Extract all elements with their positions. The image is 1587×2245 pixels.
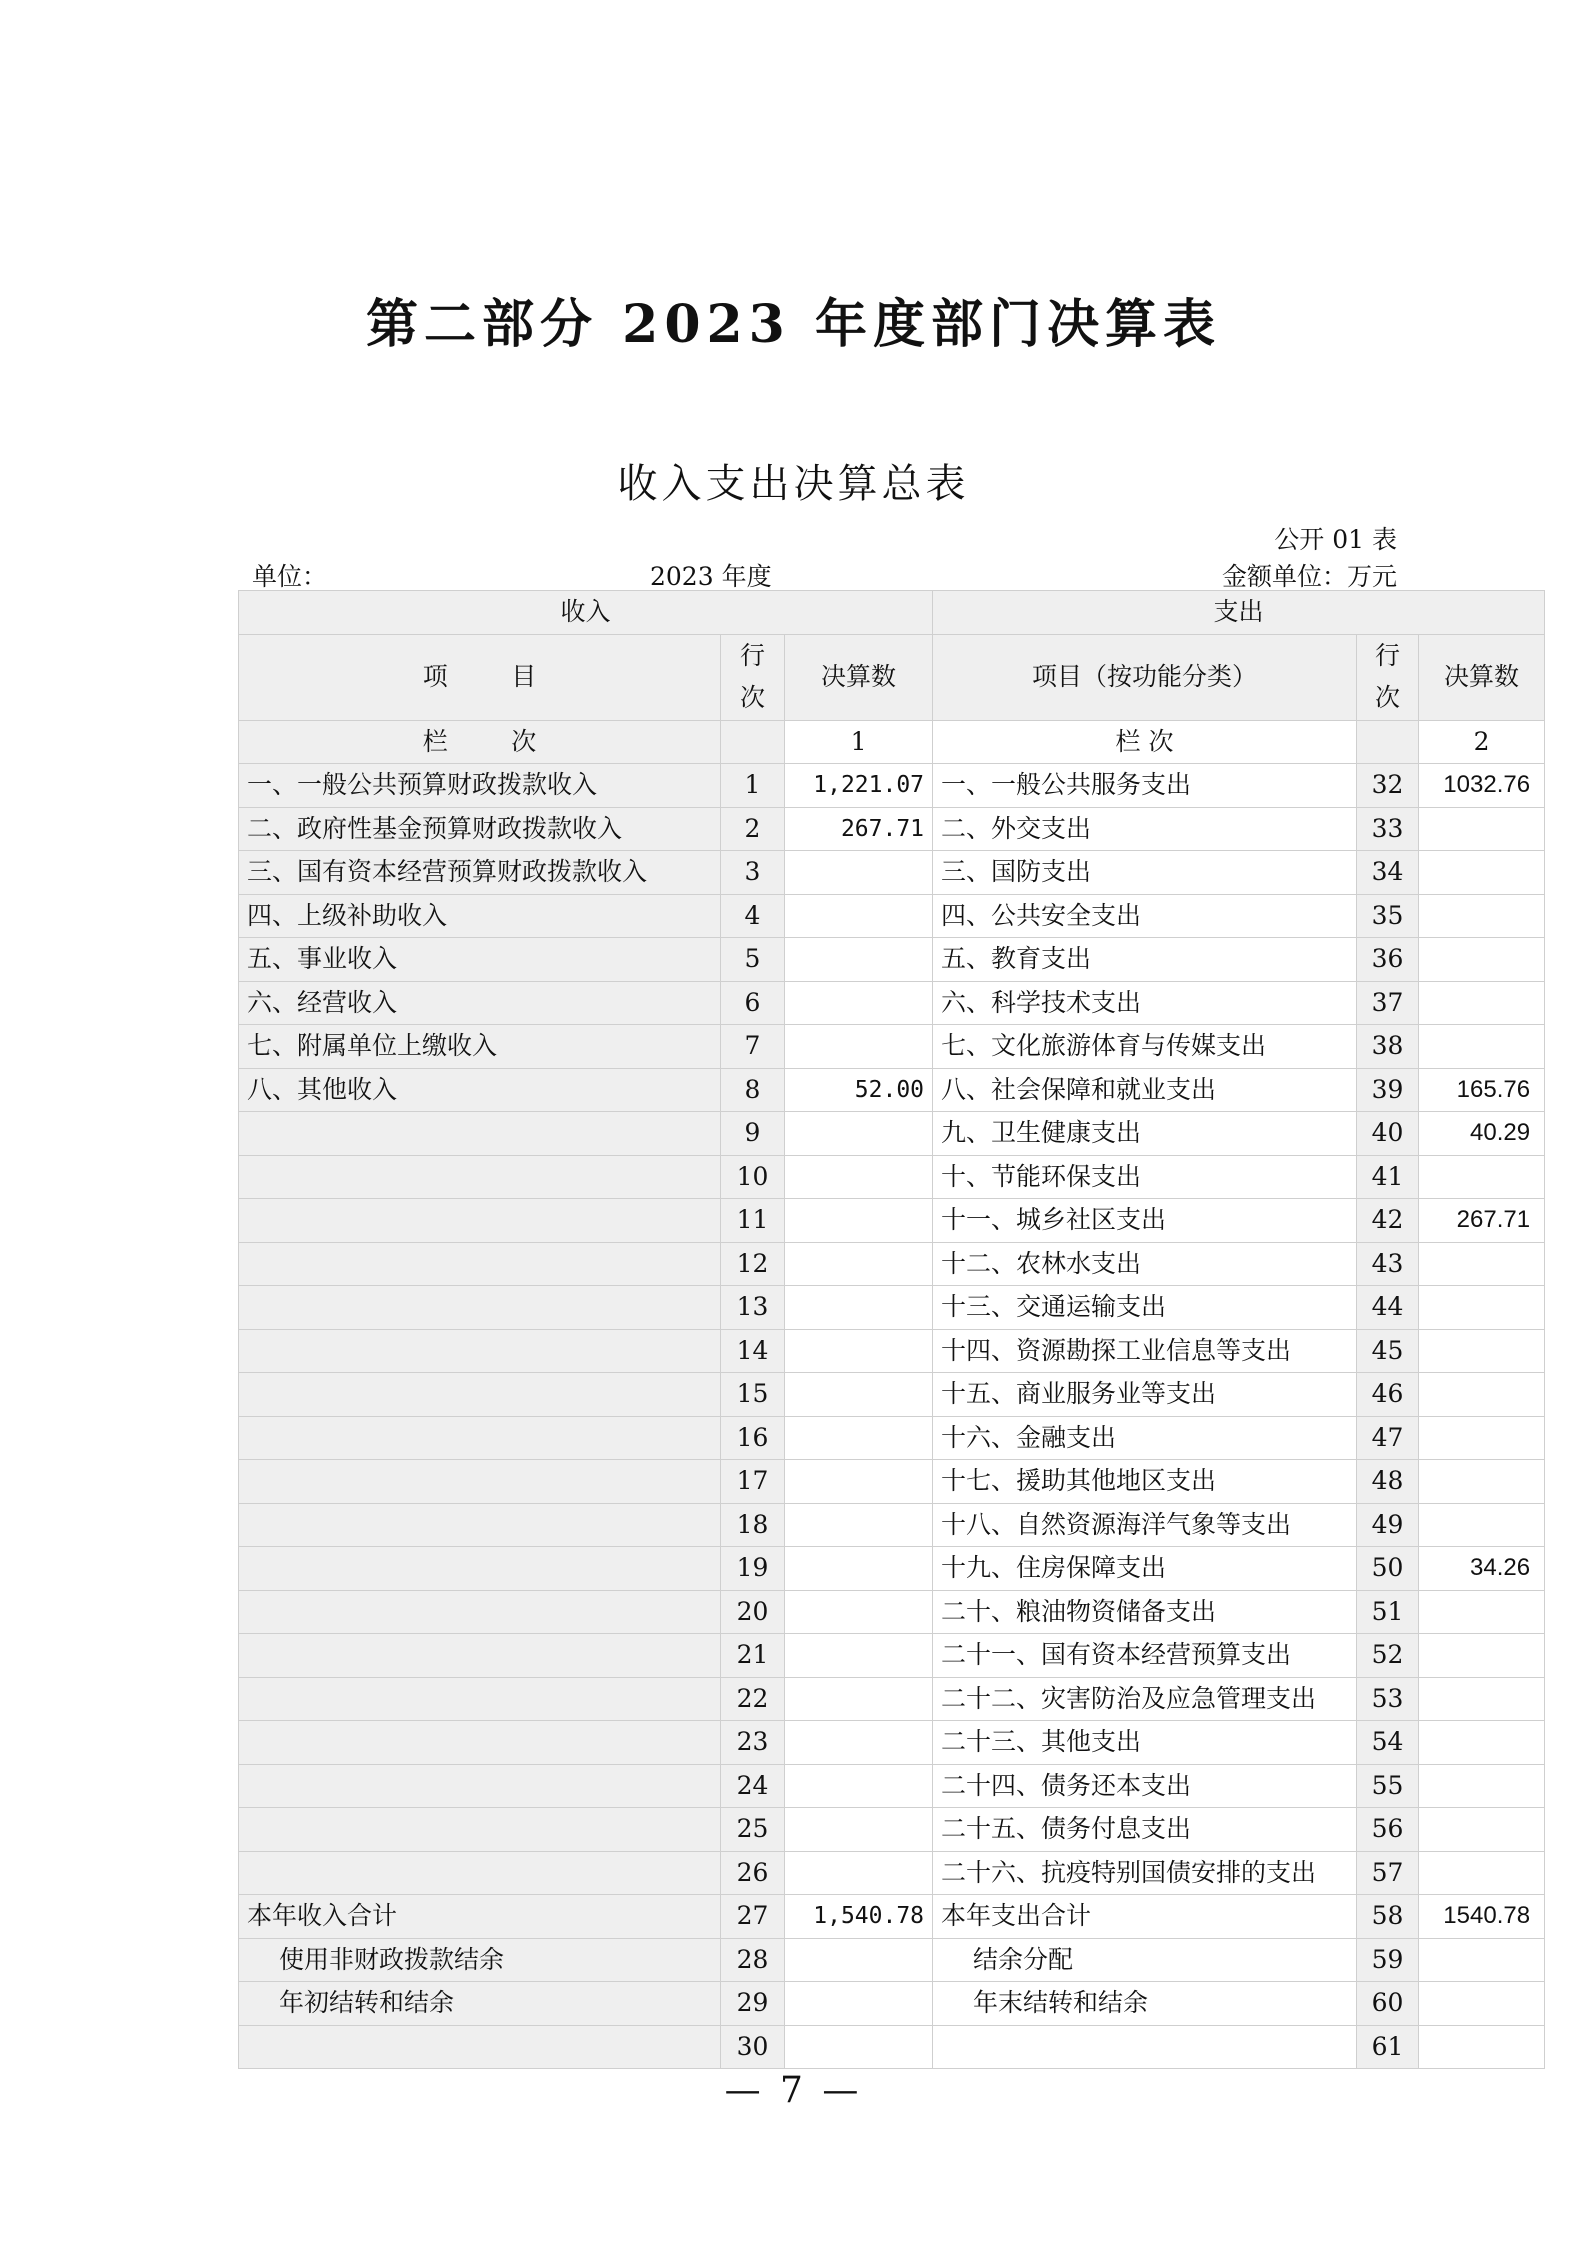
table-row — [239, 1895, 1545, 1939]
expense-amount-cell — [1419, 1025, 1545, 1069]
expense-line-cell: 32 — [1357, 764, 1419, 808]
expense-line-cell: 50 — [1357, 1547, 1419, 1591]
expense-line-cell: 55 — [1357, 1764, 1419, 1808]
fiscal-year: 2023 年度 — [650, 562, 772, 591]
income-section-header: 收入 — [239, 591, 933, 635]
income-line-cell: 5 — [721, 938, 785, 982]
income-item-cell — [239, 1721, 721, 1765]
expense-amount-cell — [1419, 1851, 1545, 1895]
part-title: 第二部分 2023 年度部门决算表 — [366, 294, 1221, 355]
expense-amount-cell: 165.76 — [1419, 1068, 1545, 1112]
income-line-cell: 4 — [721, 894, 785, 938]
income-line-cell: 23 — [721, 1721, 785, 1765]
expense-item-cell: 二十四、债务还本支出 — [933, 1764, 1357, 1808]
income-line-cell: 25 — [721, 1808, 785, 1852]
table-row — [239, 1155, 1545, 1199]
expense-item-cell: 二十三、其他支出 — [933, 1721, 1357, 1765]
income-line-cell: 3 — [721, 851, 785, 895]
income-amount-cell — [785, 1677, 933, 1721]
expense-item-cell: 十二、农林水支出 — [933, 1242, 1357, 1286]
income-amount-cell — [785, 1982, 933, 2026]
expense-item-cell: 十一、城乡社区支出 — [933, 1199, 1357, 1243]
expense-item-cell: 十、节能环保支出 — [933, 1155, 1357, 1199]
expense-amount-header: 决算数 — [1419, 634, 1545, 720]
income-line-cell: 29 — [721, 1982, 785, 2026]
table-row — [239, 1721, 1545, 1765]
expense-item-cell: 十八、自然资源海洋气象等支出 — [933, 1503, 1357, 1547]
table-row — [239, 1329, 1545, 1373]
income-item-cell: 二、政府性基金预算财政拨款收入 — [239, 807, 721, 851]
table-row — [239, 1503, 1545, 1547]
expense-amount-cell — [1419, 1286, 1545, 1330]
page-number: — 7 — — [724, 2070, 863, 2111]
income-line-cell: 10 — [721, 1155, 785, 1199]
expense-amount-cell — [1419, 1590, 1545, 1634]
income-line-cell: 22 — [721, 1677, 785, 1721]
expense-amount-cell — [1419, 894, 1545, 938]
income-amount-cell — [785, 1851, 933, 1895]
income-item-cell — [239, 1590, 721, 1634]
line-no-label: 行 次 — [1375, 640, 1401, 712]
expense-item-cell: 一、一般公共服务支出 — [933, 764, 1357, 808]
income-amount-cell — [785, 1938, 933, 1982]
table-row — [239, 1590, 1545, 1634]
income-amount-cell — [785, 1199, 933, 1243]
income-amount-cell: 1,540.78 — [785, 1895, 933, 1939]
income-amount-cell — [785, 1112, 933, 1156]
income-item-cell: 四、上级补助收入 — [239, 894, 721, 938]
income-amount-cell — [785, 981, 933, 1025]
expense-amount-cell: 267.71 — [1419, 1199, 1545, 1243]
income-line-cell: 24 — [721, 1764, 785, 1808]
expense-amount-cell — [1419, 981, 1545, 1025]
income-line-blank — [721, 720, 785, 764]
table-row — [239, 764, 1545, 808]
income-line-cell: 12 — [721, 1242, 785, 1286]
expense-line-cell: 42 — [1357, 1199, 1419, 1243]
income-amount-cell — [785, 1808, 933, 1852]
income-item-cell — [239, 1677, 721, 1721]
expense-item-cell: 五、教育支出 — [933, 938, 1357, 982]
income-item-cell: 使用非财政拨款结余 — [239, 1938, 721, 1982]
table-row — [239, 2025, 1545, 2069]
income-item-cell — [239, 1764, 721, 1808]
expense-item-cell: 二十五、债务付息支出 — [933, 1808, 1357, 1852]
income-amount-cell: 1,221.07 — [785, 764, 933, 808]
expense-line-cell: 35 — [1357, 894, 1419, 938]
expense-amount-cell — [1419, 1155, 1545, 1199]
expense-item-cell: 七、文化旅游体育与传媒支出 — [933, 1025, 1357, 1069]
table-row — [239, 1634, 1545, 1678]
table-row — [239, 1025, 1545, 1069]
income-line-cell: 20 — [721, 1590, 785, 1634]
income-line-cell: 7 — [721, 1025, 785, 1069]
expense-line-cell: 45 — [1357, 1329, 1419, 1373]
income-item-header: 项 目 — [239, 634, 721, 720]
income-item-cell: 一、一般公共预算财政拨款收入 — [239, 764, 721, 808]
budget-summary-table — [238, 590, 1545, 2069]
income-amount-cell — [785, 2025, 933, 2069]
expense-amount-cell — [1419, 1982, 1545, 2026]
expense-amount-cell — [1419, 807, 1545, 851]
income-line-cell: 15 — [721, 1373, 785, 1417]
line-no-label: 行 次 — [739, 640, 765, 712]
expense-item-cell: 二十六、抗疫特别国债安排的支出 — [933, 1851, 1357, 1895]
income-amount-cell — [785, 1634, 933, 1678]
income-item-cell: 三、国有资本经营预算财政拨款收入 — [239, 851, 721, 895]
income-item-cell — [239, 1808, 721, 1852]
expense-item-header: 项目（按功能分类） — [933, 634, 1357, 720]
expense-item-cell: 六、科学技术支出 — [933, 981, 1357, 1025]
expense-line-cell: 41 — [1357, 1155, 1419, 1199]
table-row — [239, 1851, 1545, 1895]
expense-amount-cell — [1419, 1634, 1545, 1678]
table-row — [239, 981, 1545, 1025]
expense-item-cell: 十四、资源勘探工业信息等支出 — [933, 1329, 1357, 1373]
expense-item-cell — [933, 2025, 1357, 2069]
section-header-row — [239, 591, 1545, 635]
income-amount-cell: 52.00 — [785, 1068, 933, 1112]
expense-line-cell: 44 — [1357, 1286, 1419, 1330]
income-line-cell: 27 — [721, 1895, 785, 1939]
income-item-cell — [239, 1547, 721, 1591]
income-amount-cell — [785, 1503, 933, 1547]
unit-label: 单位： — [252, 562, 328, 591]
income-item-cell — [239, 1460, 721, 1504]
income-line-cell: 26 — [721, 1851, 785, 1895]
income-line-header — [721, 634, 785, 720]
table-row — [239, 1677, 1545, 1721]
expense-line-cell: 56 — [1357, 1808, 1419, 1852]
table-title: 收入支出决算总表 — [617, 461, 970, 507]
income-line-cell: 13 — [721, 1286, 785, 1330]
income-line-cell: 30 — [721, 2025, 785, 2069]
expense-item-cell: 结余分配 — [933, 1938, 1357, 1982]
income-line-cell: 14 — [721, 1329, 785, 1373]
expense-amount-cell: 40.29 — [1419, 1112, 1545, 1156]
expense-line-cell: 51 — [1357, 1590, 1419, 1634]
income-amount-cell — [785, 1155, 933, 1199]
table-row — [239, 1199, 1545, 1243]
income-line-cell: 17 — [721, 1460, 785, 1504]
expense-amount-cell — [1419, 1416, 1545, 1460]
expense-line-cell: 38 — [1357, 1025, 1419, 1069]
income-amount-cell — [785, 1416, 933, 1460]
income-amount-cell — [785, 1460, 933, 1504]
income-column-label: 栏 次 — [239, 720, 721, 764]
income-item-cell — [239, 1329, 721, 1373]
income-amount-cell — [785, 851, 933, 895]
expense-line-cell: 48 — [1357, 1460, 1419, 1504]
income-item-cell: 本年收入合计 — [239, 1895, 721, 1939]
expense-item-cell: 年末结转和结余 — [933, 1982, 1357, 2026]
table-row — [239, 1764, 1545, 1808]
income-line-cell: 28 — [721, 1938, 785, 1982]
table-row — [239, 1112, 1545, 1156]
income-line-cell: 1 — [721, 764, 785, 808]
income-line-cell: 2 — [721, 807, 785, 851]
table-body — [239, 764, 1545, 2069]
amount-unit: 金额单位：万元 — [1221, 562, 1397, 591]
income-amount-cell — [785, 1025, 933, 1069]
table-row — [239, 1416, 1545, 1460]
income-line-cell: 11 — [721, 1199, 785, 1243]
income-item-cell — [239, 1199, 721, 1243]
table-row — [239, 1460, 1545, 1504]
income-item-cell — [239, 1416, 721, 1460]
expense-item-cell: 十五、商业服务业等支出 — [933, 1373, 1357, 1417]
expense-item-cell: 二十、粮油物资储备支出 — [933, 1590, 1357, 1634]
income-amount-cell — [785, 1242, 933, 1286]
expense-line-cell: 59 — [1357, 1938, 1419, 1982]
expense-amount-cell: 1032.76 — [1419, 764, 1545, 808]
income-item-cell — [239, 1112, 721, 1156]
income-line-cell: 21 — [721, 1634, 785, 1678]
expense-amount-cell — [1419, 1764, 1545, 1808]
table-row — [239, 1982, 1545, 2026]
table-row — [239, 894, 1545, 938]
expense-line-cell: 43 — [1357, 1242, 1419, 1286]
income-item-cell — [239, 1373, 721, 1417]
income-item-cell: 年初结转和结余 — [239, 1982, 721, 2026]
expense-line-cell: 61 — [1357, 2025, 1419, 2069]
income-item-cell — [239, 1634, 721, 1678]
expense-item-cell: 八、社会保障和就业支出 — [933, 1068, 1357, 1112]
expense-item-cell: 十六、金融支出 — [933, 1416, 1357, 1460]
expense-item-cell: 九、卫生健康支出 — [933, 1112, 1357, 1156]
income-amount-cell — [785, 1286, 933, 1330]
expense-item-cell: 十九、住房保障支出 — [933, 1547, 1357, 1591]
expense-line-cell: 54 — [1357, 1721, 1419, 1765]
table-row — [239, 1938, 1545, 1982]
expense-line-cell: 58 — [1357, 1895, 1419, 1939]
expense-line-cell: 34 — [1357, 851, 1419, 895]
table-row — [239, 1808, 1545, 1852]
expense-line-cell: 49 — [1357, 1503, 1419, 1547]
income-item-cell — [239, 2025, 721, 2069]
expense-line-cell: 33 — [1357, 807, 1419, 851]
expense-section-header: 支出 — [933, 591, 1545, 635]
expense-item-cell: 二十一、国有资本经营预算支出 — [933, 1634, 1357, 1678]
income-item-cell — [239, 1242, 721, 1286]
expense-column-number: 2 — [1419, 720, 1545, 764]
income-line-cell: 18 — [721, 1503, 785, 1547]
expense-amount-cell — [1419, 1329, 1545, 1373]
expense-line-cell: 52 — [1357, 1634, 1419, 1678]
expense-line-cell: 40 — [1357, 1112, 1419, 1156]
expense-amount-cell — [1419, 1503, 1545, 1547]
expense-item-cell: 三、国防支出 — [933, 851, 1357, 895]
expense-amount-cell — [1419, 938, 1545, 982]
expense-amount-cell — [1419, 1938, 1545, 1982]
income-amount-header: 决算数 — [785, 634, 933, 720]
table-row — [239, 1286, 1545, 1330]
income-column-number: 1 — [785, 720, 933, 764]
table-row — [239, 807, 1545, 851]
expense-amount-cell: 34.26 — [1419, 1547, 1545, 1591]
expense-item-cell: 本年支出合计 — [933, 1895, 1357, 1939]
expense-amount-cell: 1540.78 — [1419, 1895, 1545, 1939]
table-row — [239, 1547, 1545, 1591]
expense-item-cell: 二、外交支出 — [933, 807, 1357, 851]
column-header-row — [239, 634, 1545, 720]
income-item-cell: 八、其他收入 — [239, 1068, 721, 1112]
expense-line-header — [1357, 634, 1419, 720]
expense-amount-cell — [1419, 1460, 1545, 1504]
column-number-row — [239, 720, 1545, 764]
expense-line-blank — [1357, 720, 1419, 764]
expense-line-cell: 39 — [1357, 1068, 1419, 1112]
expense-column-label: 栏 次 — [933, 720, 1357, 764]
expense-amount-cell — [1419, 1242, 1545, 1286]
table-row — [239, 1242, 1545, 1286]
income-amount-cell — [785, 1329, 933, 1373]
expense-item-cell: 十七、援助其他地区支出 — [933, 1460, 1357, 1504]
income-item-cell: 七、附属单位上缴收入 — [239, 1025, 721, 1069]
expense-line-cell: 60 — [1357, 1982, 1419, 2026]
income-line-cell: 6 — [721, 981, 785, 1025]
income-amount-cell — [785, 1764, 933, 1808]
table-row — [239, 851, 1545, 895]
expense-amount-cell — [1419, 1808, 1545, 1852]
income-amount-cell — [785, 1721, 933, 1765]
income-amount-cell — [785, 894, 933, 938]
expense-line-cell: 53 — [1357, 1677, 1419, 1721]
income-item-cell — [239, 1155, 721, 1199]
table-row — [239, 1373, 1545, 1417]
expense-item-cell: 二十二、灾害防治及应急管理支出 — [933, 1677, 1357, 1721]
expense-line-cell: 36 — [1357, 938, 1419, 982]
income-item-cell: 六、经营收入 — [239, 981, 721, 1025]
expense-item-cell: 十三、交通运输支出 — [933, 1286, 1357, 1330]
income-amount-cell — [785, 1590, 933, 1634]
income-line-cell: 8 — [721, 1068, 785, 1112]
expense-item-cell: 四、公共安全支出 — [933, 894, 1357, 938]
expense-amount-cell — [1419, 1373, 1545, 1417]
table-row — [239, 938, 1545, 982]
expense-line-cell: 37 — [1357, 981, 1419, 1025]
expense-amount-cell — [1419, 1721, 1545, 1765]
income-item-cell — [239, 1503, 721, 1547]
income-line-cell: 9 — [721, 1112, 785, 1156]
form-number: 公开 01 表 — [1274, 525, 1397, 554]
income-line-cell: 16 — [721, 1416, 785, 1460]
expense-amount-cell — [1419, 851, 1545, 895]
income-item-cell — [239, 1286, 721, 1330]
expense-line-cell: 46 — [1357, 1373, 1419, 1417]
expense-amount-cell — [1419, 2025, 1545, 2069]
income-item-cell — [239, 1851, 721, 1895]
expense-amount-cell — [1419, 1677, 1545, 1721]
income-line-cell: 19 — [721, 1547, 785, 1591]
table-row — [239, 1068, 1545, 1112]
income-amount-cell — [785, 1373, 933, 1417]
expense-line-cell: 57 — [1357, 1851, 1419, 1895]
income-amount-cell — [785, 1547, 933, 1591]
income-amount-cell — [785, 938, 933, 982]
income-item-cell: 五、事业收入 — [239, 938, 721, 982]
expense-line-cell: 47 — [1357, 1416, 1419, 1460]
income-amount-cell: 267.71 — [785, 807, 933, 851]
